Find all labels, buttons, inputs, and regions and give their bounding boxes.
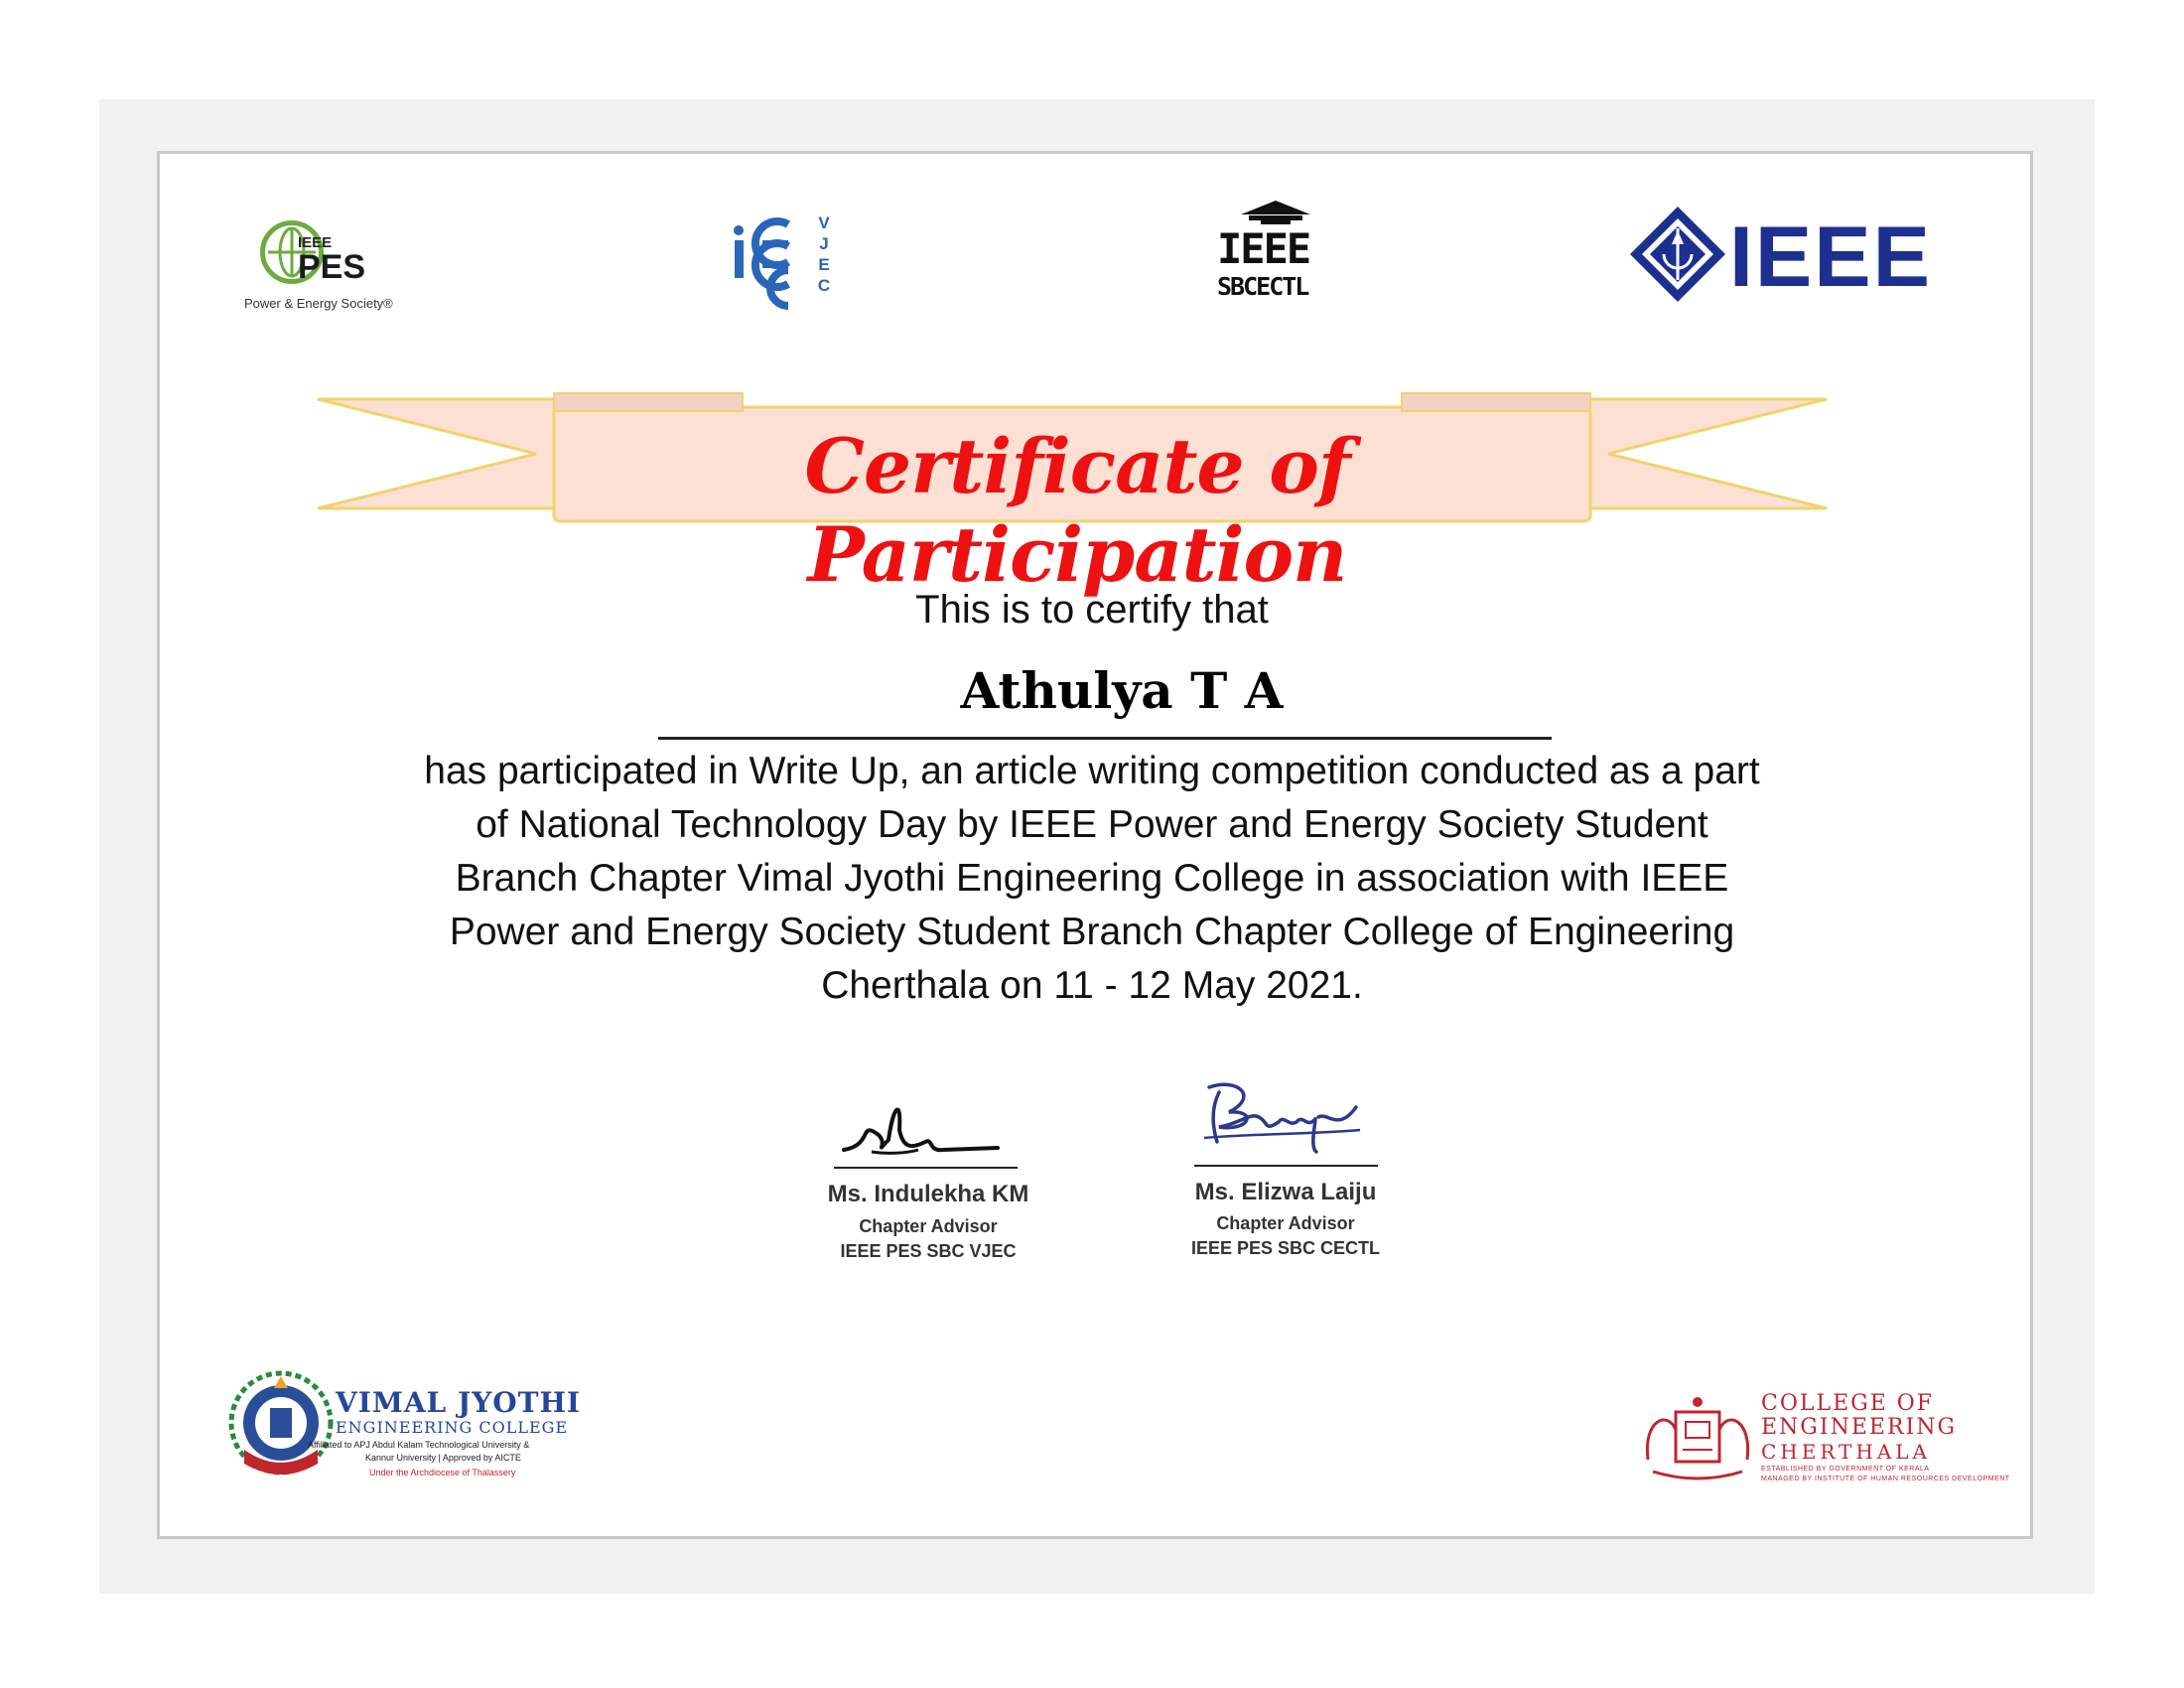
vimal-jyothi-archdiocese: Under the Archdiocese of Thalassery xyxy=(369,1468,516,1477)
certificate-body: has participated in Write Up, an article writing competition conducted as a part of National Technology Day by IEEE Power and Energy Society Student Branch Chapter Vimal Jyothi Engineering College in association with IEEE Power and Energy Society Student Branch Chapter College of Engineering Cherthala on 11 - 12 May 2021. xyxy=(424,750,1760,1007)
cectl-ieee-text: IEEE xyxy=(1217,224,1310,273)
pes-subtitle: Power & Energy Society® xyxy=(244,296,393,311)
vimal-jyothi-affiliation: Affiliated to APJ Abdul Kalam Technological University & xyxy=(308,1440,530,1450)
vjec-letter: V xyxy=(818,213,830,232)
vimal-jyothi-sub: ENGINEERING COLLEGE xyxy=(336,1418,569,1437)
cec-line: ENGINEERING xyxy=(1761,1415,1958,1440)
signatory-role: Chapter Advisor xyxy=(1216,1213,1355,1233)
recipient-name: Athulya T A xyxy=(960,661,1284,720)
signature-line xyxy=(834,1167,1018,1169)
cectl-sb-text: SBCECTL xyxy=(1217,272,1308,301)
cec-managed: MANAGED BY INSTITUTE OF HUMAN RESOURCES DEVELOPMENT xyxy=(1761,1476,2010,1482)
cec-line: CHERTHALA xyxy=(1761,1440,1931,1464)
pes-text: PES xyxy=(298,248,366,286)
ieee-wordmark: IEEE xyxy=(1729,210,1932,305)
vjec-emblem-icon xyxy=(226,1368,336,1477)
signatory-role: Chapter Advisor xyxy=(859,1216,998,1236)
signatory-org: IEEE PES SBC VJEC xyxy=(840,1241,1017,1261)
vimal-jyothi-name: VIMAL JYOTHI xyxy=(336,1386,581,1419)
cec-established: ESTABLISHED BY GOVERNMENT OF KERALA xyxy=(1761,1466,1930,1473)
signatory-org: IEEE PES SBC CECTL xyxy=(1190,1238,1381,1258)
cec-name xyxy=(1761,1392,1957,1464)
signatory-name: Ms. Elizwa Laiju xyxy=(1194,1179,1377,1205)
name-underline xyxy=(658,737,1552,740)
vjec-letters xyxy=(814,212,834,296)
vjec-letter: E xyxy=(818,255,830,274)
signature-line xyxy=(1194,1165,1378,1167)
signature-elizwa xyxy=(1189,1072,1368,1167)
certificate-title: Certificate of Participation xyxy=(804,422,1350,599)
ieee-diamond-icon xyxy=(1628,205,1727,304)
building-roof-icon xyxy=(1231,199,1320,226)
pes-ieee-text: IEEE xyxy=(298,234,333,251)
cec-line: COLLEGE OF xyxy=(1761,1391,1935,1416)
vjec-letter: C xyxy=(817,276,831,295)
signatory-name: Ms. Indulekha KM xyxy=(827,1181,1029,1207)
cec-emblem-icon xyxy=(1638,1390,1757,1484)
signature-indulekha xyxy=(834,1090,1003,1170)
vjec-letter: J xyxy=(819,234,829,253)
certify-line: This is to certify that xyxy=(915,588,1269,632)
vimal-jyothi-approval: Kannur University | Approved by AICTE xyxy=(365,1453,521,1463)
